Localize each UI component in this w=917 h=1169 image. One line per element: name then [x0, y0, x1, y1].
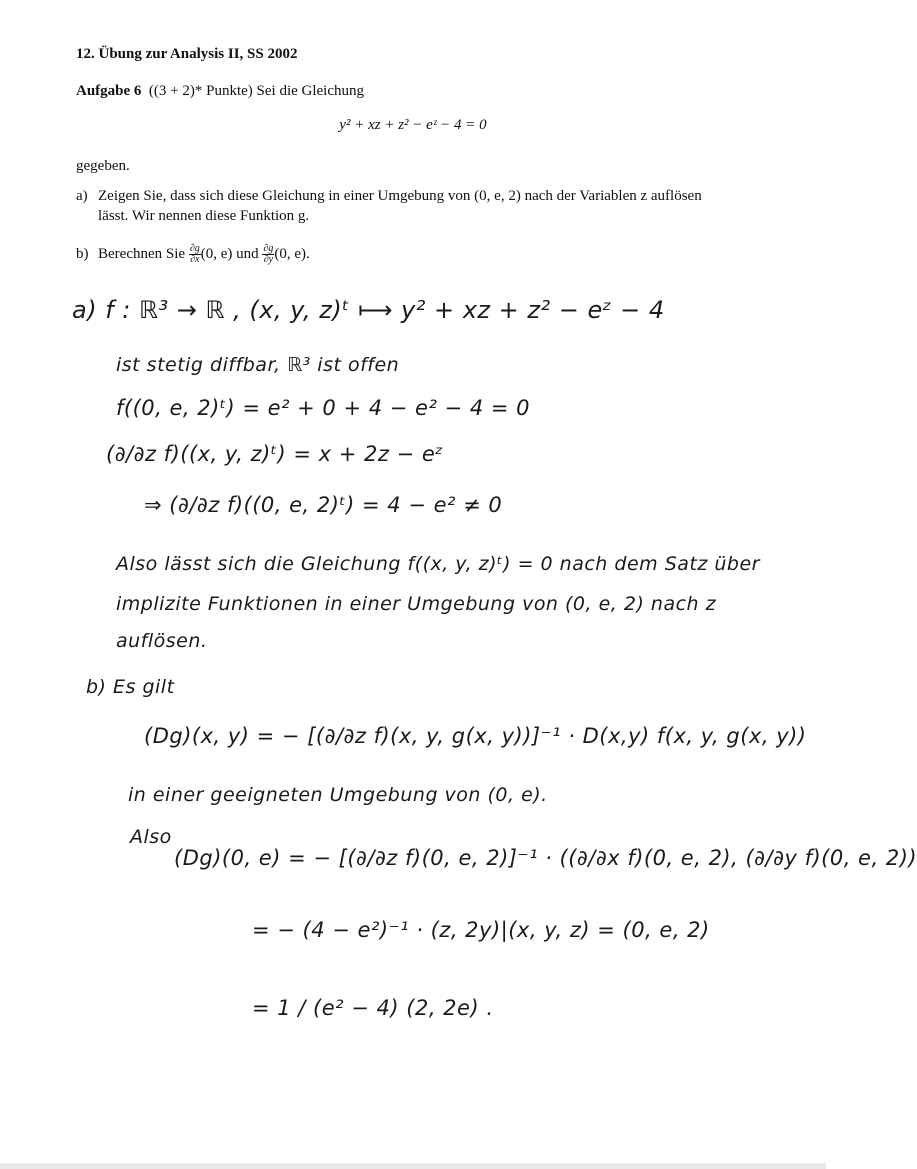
solution-a-line6: Also lässt sich die Gleichung f((x, y, z)ᵗ) = 0 nach dem Satz über [116, 553, 760, 575]
solution-a-line5: ⇒ (∂/∂z f)((0, e, 2)ᵗ) = 4 − e² ≠ 0 [144, 493, 503, 517]
solution-b-line6: = − (4 − e²)⁻¹ · (z, 2y)|(x, y, z) = (0, e, 2) [252, 918, 710, 942]
part-b-text1: Berechnen Sie [98, 245, 186, 262]
solution-a-line8: auflösen. [116, 630, 208, 652]
task-part-b [76, 244, 310, 265]
solution-a-line2: ist stetig diffbar, ℝ³ ist offen [116, 354, 400, 376]
part-a-line2: lässt. Wir nennen diese Funktion g. [98, 207, 310, 224]
solution-b-line7: = 1 / (e² − 4) (2, 2e) . [252, 996, 494, 1020]
task-heading [76, 82, 364, 102]
task-equation: y² + xz + z² − eᶻ − 4 = 0 [339, 117, 487, 133]
solution-b-line1: b) Es gilt [86, 676, 175, 698]
solution-a-line1: a) f : ℝ³ → ℝ , (x, y, z)ᵗ ⟼ y² + xz + z² − eᶻ − 4 [72, 296, 665, 324]
solution-a-line3: f((0, e, 2)ᵗ) = e² + 0 + 4 − e² − 4 = 0 [116, 396, 530, 420]
solution-b-line4: Also [130, 826, 172, 848]
partial-g-x: $\frac{\partial g}{\partial x}$ [189, 243, 200, 265]
solution-a-line4: (∂/∂z f)((x, y, z)ᵗ) = x + 2z − eᶻ [106, 442, 444, 466]
solution-b-line3: in einer geeigneten Umgebung von (0, e). [128, 784, 548, 806]
part-a-label: a) [76, 188, 88, 204]
part-a-line1: Zeigen Sie, dass sich diese Gleichung in einer Umgebung von (0, e, 2) nach der Variablen z auflösen [98, 188, 702, 204]
scan-bottom-edge [0, 1163, 826, 1169]
sheet-title: 12. Übung zur Analysis II, SS 2002 [76, 46, 298, 62]
solution-a-line7: implizite Funktionen in einer Umgebung von (0, e, 2) nach z [116, 593, 717, 615]
task-points: ((3 + 2)* Punkte) Sei die Gleichung [148, 83, 365, 99]
task-label: Aufgabe 6 [76, 83, 142, 99]
solution-b-line5: (Dg)(0, e) = − [(∂/∂z f)(0, e, 2)]⁻¹ · ((∂/∂x f)(0, e, 2), (∂/∂y f)(0, e, 2)) [174, 846, 917, 870]
part-b-label: b) [76, 245, 89, 262]
task-given: gegeben. [76, 158, 130, 174]
part-b-text2: (0, e) und [200, 245, 259, 262]
part-b-text3: (0, e). [274, 245, 310, 262]
partial-g-y: $\frac{\partial g}{\partial y}$ [263, 243, 274, 265]
task-part-a [76, 187, 776, 226]
solution-b-line2: (Dg)(x, y) = − [(∂/∂z f)(x, y, g(x, y))]⁻¹ · D(x,y) f(x, y, g(x, y)) [144, 724, 807, 748]
